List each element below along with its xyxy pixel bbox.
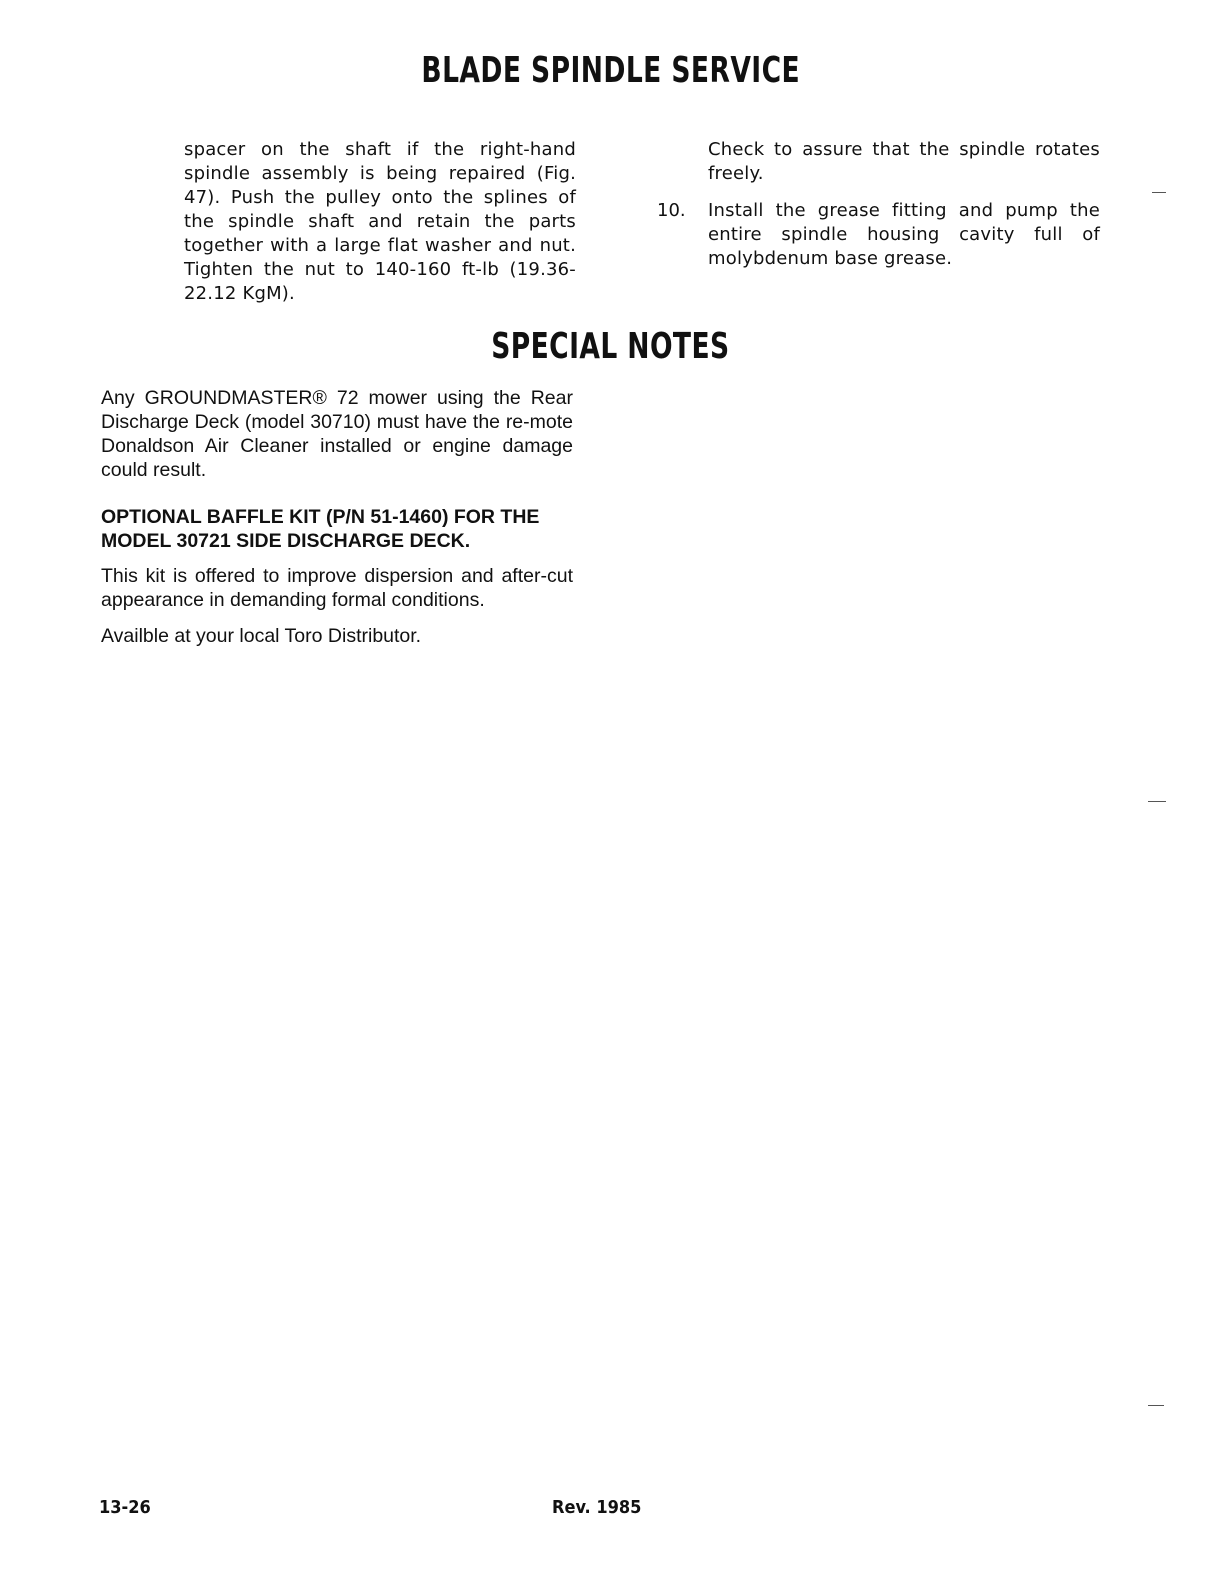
revision-label: Rev. 1985 [552, 1497, 642, 1518]
scan-mark [1148, 1405, 1164, 1406]
step-number: 10. [657, 200, 686, 221]
blade-spindle-left-paragraph: spacer on the shaft if the right-hand spindle assembly is being repaired (Fig. 47). Push the pulley onto the splines of the spindle shaft and retain the parts together with a large flat washer and nut. Tighten the nut to 140-160 ft-lb (19.36-22.12 KgM). [184, 139, 576, 304]
section-title-special-notes: SPECIAL NOTES [491, 326, 730, 367]
special-notes-paragraph-2: This kit is offered to improve dispersion and after-cut appearance in demanding formal conditions. [101, 565, 573, 611]
special-notes-paragraph-1: Any GROUNDMASTER® 72 mower using the Rear Discharge Deck (model 30710) must have the re-mote Donaldson Air Cleaner installed or engine damage could result. [101, 387, 573, 481]
step-text: Install the grease fitting and pump the entire spindle housing cavity full of molybdenum base grease. [708, 200, 1100, 269]
scan-mark [1148, 801, 1166, 802]
page-number: 13-26 [99, 1497, 151, 1518]
special-notes-subheading: OPTIONAL BAFFLE KIT (P/N 51-1460) FOR THE MODEL 30721 SIDE DISCHARGE DECK. [101, 506, 540, 552]
section-title-blade-spindle-service: BLADE SPINDLE SERVICE [421, 50, 801, 91]
special-notes-paragraph-3: Availble at your local Toro Distributor. [101, 625, 422, 647]
blade-spindle-right-continuation: Check to assure that the spindle rotates freely. [708, 139, 1100, 184]
scan-mark [1152, 192, 1166, 193]
